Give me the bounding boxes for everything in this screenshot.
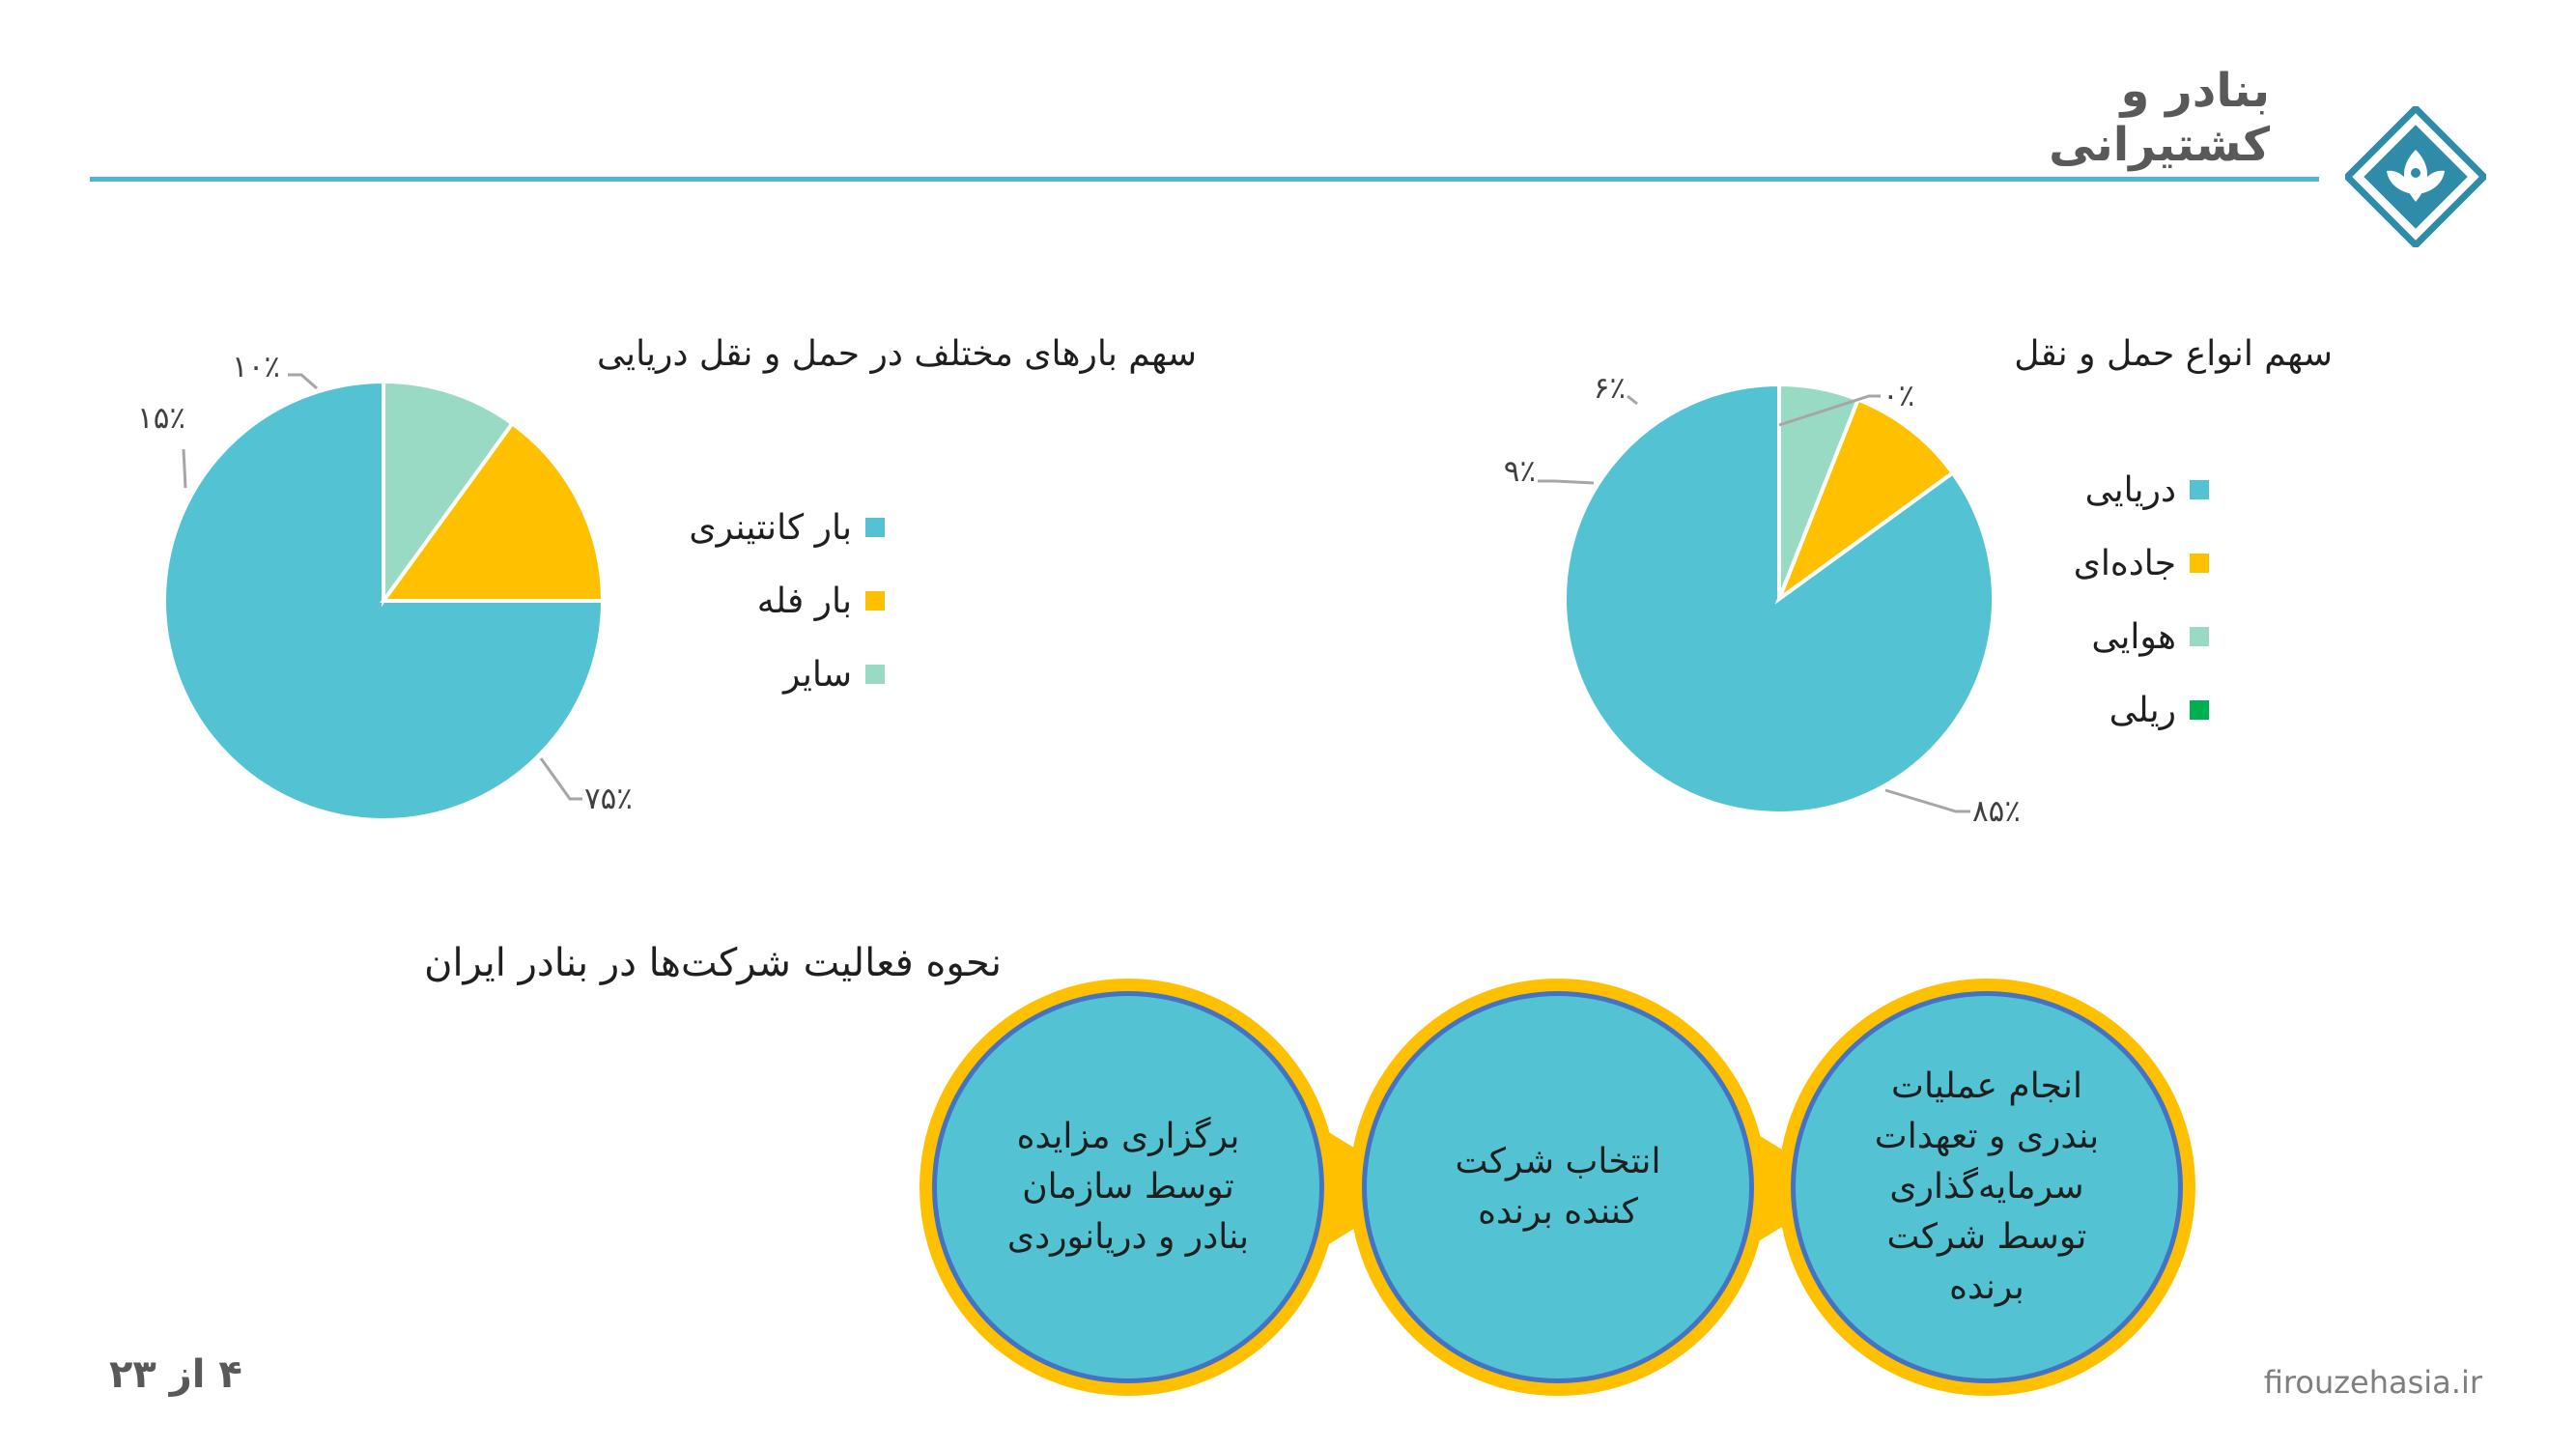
legend-swatch-other: [865, 665, 885, 684]
legend-item-container: [689, 491, 885, 564]
step-text: برگزاری مزایده توسط سازمان بنادر و دریانوردی: [1006, 1117, 1250, 1257]
legend-label: سایر: [782, 654, 852, 695]
cargo-chart-title: سهم بارهای مختلف در حمل و نقل دریایی: [597, 334, 1197, 374]
step-text: انتخاب شرکت کننده برنده: [1455, 1142, 1661, 1232]
legend-label: بار فله: [756, 581, 852, 621]
cargo-pie-chart: [97, 328, 676, 840]
legend-swatch-rail: [2190, 700, 2209, 720]
cargo-pie-data-label-2: ۱۰٪: [232, 350, 280, 384]
legend-label: بار کانتینری: [689, 507, 852, 548]
legend-swatch-road: [2190, 554, 2209, 573]
legend-item-rail: [2074, 673, 2209, 747]
process-step-winner-selection: [1367, 996, 1749, 1378]
legend-item-bulk: [689, 564, 885, 638]
process-title: نحوه فعالیت شرکت‌ها در بنادر ایران: [424, 941, 1002, 985]
legend-item-other: [689, 638, 885, 711]
cargo-pie-data-label-0: ۷۵٪: [584, 781, 633, 816]
transport-chart-title: سهم انواع حمل و نقل: [2014, 334, 2333, 374]
process-step-operations: [1796, 996, 2178, 1378]
page-number: ۴ از ۲۳: [109, 1352, 242, 1397]
header-divider: [90, 177, 2319, 182]
cargo-legend: [689, 491, 885, 711]
transport-legend: [2074, 453, 2209, 747]
transport-pie-data-label-0: ۸۵٪: [1972, 794, 2021, 829]
transport-pie-leader-line-1: [1538, 481, 1594, 483]
transport-pie-data-label-1: ۹٪: [1503, 454, 1536, 489]
transport-pie-leader-line-0: [1885, 790, 1970, 811]
legend-label: جاده‌ای: [2073, 543, 2176, 583]
transport-pie-chart: [1468, 357, 2048, 840]
transport-pie-data-label-2: ۶٪: [1593, 371, 1626, 406]
cargo-pie-leader-line-2: [288, 375, 317, 388]
transport-pie-leader-line-2: [1628, 396, 1637, 404]
legend-label: دریایی: [2084, 469, 2176, 510]
cargo-pie-leader-line-0: [541, 758, 582, 799]
transport-pie-data-label-3: ۰٪: [1882, 379, 1915, 413]
legend-item-maritime: [2074, 453, 2209, 526]
website-url: firouzehasia.ir: [2263, 1364, 2482, 1401]
process-step-auction: [937, 996, 1319, 1378]
cargo-pie-leader-line-1: [184, 449, 185, 488]
legend-item-road: [2074, 526, 2209, 600]
legend-item-air: [2074, 600, 2209, 673]
page-title: بنادر و کشتیرانی: [2049, 64, 2270, 172]
cargo-pie-data-label-1: ۱۵٪: [137, 401, 185, 436]
legend-swatch-air: [2190, 627, 2209, 646]
legend-label: ریلی: [2109, 690, 2176, 730]
step-text: انجام عملیات بندری و تعهدات سرمایه‌گذاری توسط شرکت برنده: [1874, 1066, 2100, 1307]
legend-swatch-maritime: [2190, 480, 2209, 499]
legend-label: هوایی: [2091, 616, 2176, 657]
legend-swatch-container: [865, 518, 885, 537]
company-logo: [2345, 106, 2486, 247]
legend-swatch-bulk: [865, 591, 885, 611]
